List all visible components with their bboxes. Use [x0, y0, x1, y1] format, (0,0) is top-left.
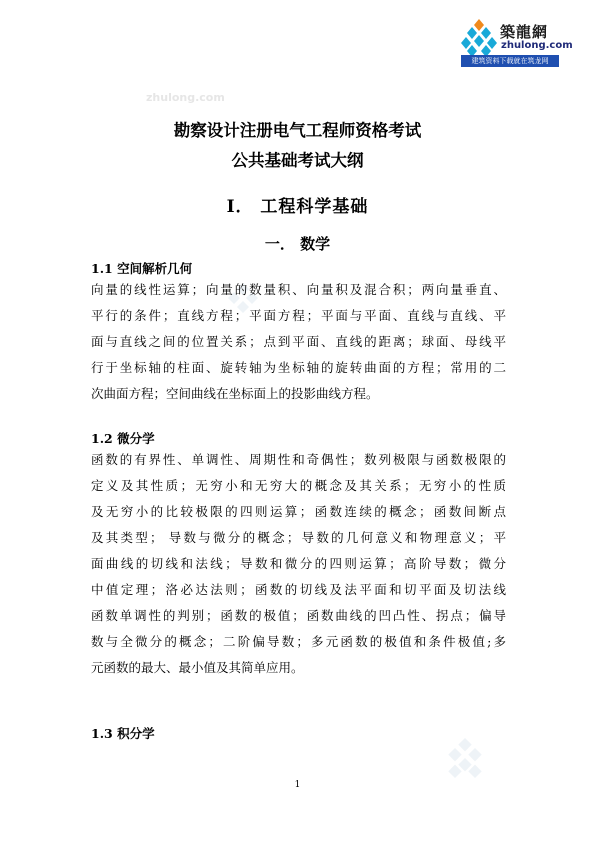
logo-slogan-banner: 建筑资料下载就在筑龙网: [461, 55, 559, 67]
body-line: 行于坐标轴的柱面、旋转轴为坐标轴的旋转曲面的方程；常用的二: [91, 360, 506, 375]
body-line: 元函数的最大、最小值及其简单应用。: [91, 660, 304, 675]
zhulong-logo: [461, 18, 573, 70]
body-line: 数与全微分的概念；二阶偏导数；多元函数的极值和条件极值;多: [91, 634, 506, 649]
body-line: 向量的线性运算；向量的数量积、向量积及混合积；两向量垂直、: [91, 282, 506, 297]
zhulong-logo-mark-icon: [461, 18, 497, 58]
document-subtitle: 公共基础考试大纲: [231, 151, 364, 170]
body-line: 及其类型； 导数与微分的概念；导数的几何意义和物理意义；平: [91, 530, 506, 545]
section-body: [91, 450, 506, 684]
logo-chinese-name: 築龍網: [500, 23, 549, 41]
body-line: 定义及其性质；无穷小和无穷大的概念及其关系；无穷小的性质: [91, 478, 506, 493]
logo-domain: zhulong.com: [501, 40, 573, 51]
section-body: [91, 280, 506, 410]
body-line: 面曲线的切线和法线；导数和微分的四则运算；高阶导数；微分: [91, 556, 506, 571]
watermark-text: zhulong.com: [146, 91, 225, 104]
section-heading: 1.2 微分学: [91, 431, 155, 446]
document-title: 勘察设计注册电气工程师资格考试: [173, 121, 422, 140]
part-heading: I． 工程科学基础: [226, 197, 369, 217]
section-heading: 1.3 积分学: [91, 726, 155, 741]
chapter-heading: 一． 数学: [264, 235, 331, 253]
watermark-logo-icon: [445, 738, 485, 778]
body-line: 平行的条件；直线方程；平面方程；平面与平面、直线与直线、平: [91, 308, 506, 323]
body-line: 面与直线之间的位置关系；点到平面、直线的距离；球面、母线平: [91, 334, 506, 349]
body-line: 次曲面方程；空间曲线在坐标面上的投影曲线方程。: [91, 386, 379, 401]
section-heading: 1.1 空间解析几何: [91, 261, 193, 276]
page-number: 1: [294, 780, 301, 790]
body-line: 函数单调性的判别；函数的极值；函数曲线的凹凸性、拐点；偏导: [91, 608, 506, 623]
body-line: 函数的有界性、单调性、周期性和奇偶性；数列极限与函数极限的: [91, 452, 506, 467]
body-line: 及无穷小的比较极限的四则运算；函数连续的概念；函数间断点: [91, 504, 506, 519]
body-line: 中值定理；洛必达法则；函数的切线及法平面和切平面及切法线: [91, 582, 506, 597]
